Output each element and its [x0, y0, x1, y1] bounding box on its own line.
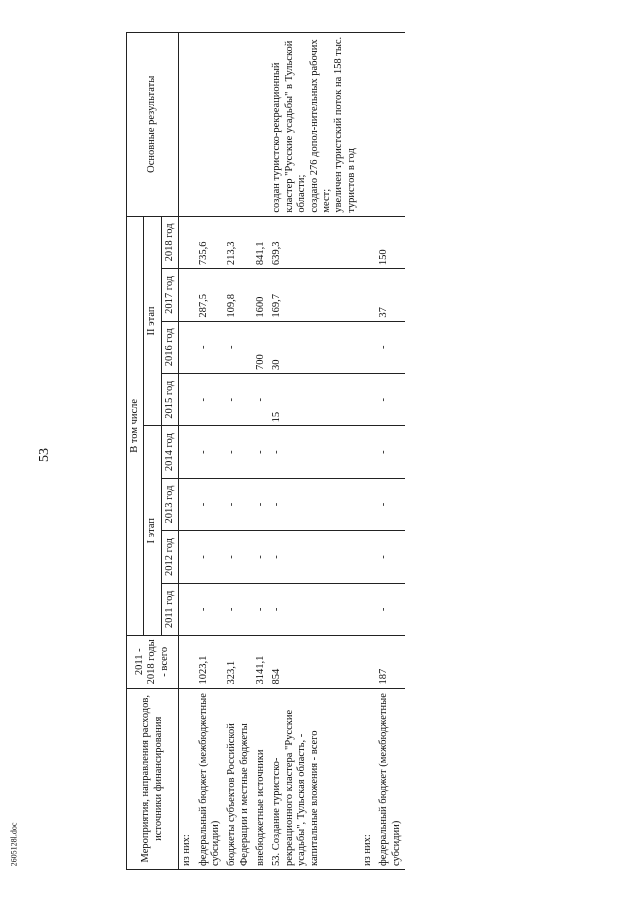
row-total: 323,1	[224, 636, 253, 688]
row-results	[376, 33, 405, 217]
row-year-value: -	[196, 531, 225, 583]
row-year-value: -	[196, 426, 225, 478]
header-year: 2012 год	[161, 531, 178, 583]
row-total: 854	[269, 636, 360, 688]
header-year: 2016 год	[161, 321, 178, 373]
row-year-value: -	[376, 583, 405, 635]
row-year-value: -	[253, 531, 269, 583]
row-year-value	[360, 583, 376, 635]
row-results	[360, 33, 376, 217]
row-year-value: 15	[269, 373, 360, 425]
row-year-value	[360, 216, 376, 269]
header-year: 2014 год	[161, 426, 178, 478]
row-year-value: -	[376, 426, 405, 478]
table-row	[196, 33, 225, 870]
page-number: 53	[37, 448, 52, 462]
row-year-value	[179, 321, 196, 373]
row-total: 187	[376, 636, 405, 688]
row-year-value: -	[224, 531, 253, 583]
row-year-value: 287,5	[196, 269, 225, 321]
row-year-value	[360, 373, 376, 425]
header-year: 2011 год	[161, 583, 178, 635]
row-total	[179, 636, 196, 688]
row-year-value: -	[269, 426, 360, 478]
row-year-value	[179, 478, 196, 530]
row-year-value: 30	[269, 321, 360, 373]
header-stage-2: II этап	[144, 216, 161, 426]
row-year-value	[179, 531, 196, 583]
row-year-value	[360, 478, 376, 530]
row-year-value: -	[376, 373, 405, 425]
header-year: 2017 год	[161, 269, 178, 321]
row-name: федеральный бюджет (межбюджетные субсидии)	[376, 688, 405, 869]
row-year-value	[179, 426, 196, 478]
row-year-value	[360, 426, 376, 478]
row-year-value: -	[253, 426, 269, 478]
row-name: из них:	[179, 688, 196, 869]
row-year-value	[179, 216, 196, 269]
row-year-value	[360, 531, 376, 583]
row-year-value: 150	[376, 216, 405, 269]
header-year: 2015 год	[161, 373, 178, 425]
row-year-value: 735,6	[196, 216, 225, 269]
header-year: 2013 год	[161, 478, 178, 530]
row-year-value	[360, 321, 376, 373]
row-year-value: -	[376, 321, 405, 373]
header-results: Основные результаты	[127, 33, 179, 217]
row-year-value: -	[196, 478, 225, 530]
budget-table	[126, 32, 405, 870]
row-year-value: -	[376, 531, 405, 583]
row-results	[253, 33, 269, 217]
row-year-value: -	[253, 583, 269, 635]
file-name: 2605128l.doc	[9, 822, 19, 867]
table-row	[376, 33, 405, 870]
row-year-value	[179, 373, 196, 425]
row-name: из них:	[360, 688, 376, 869]
row-year-value: -	[253, 478, 269, 530]
row-year-value: 841,1	[253, 216, 269, 269]
row-year-value	[179, 269, 196, 321]
row-year-value: -	[253, 373, 269, 425]
row-results: создан туристско-рекреационный кластер "Русские усадьбы" в Тульской области; создано 276 допол-нительных рабочих мест; увеличен туристский поток на 158 тыс. туристов в год	[269, 33, 360, 217]
table-row	[253, 33, 269, 870]
row-year-value: -	[269, 478, 360, 530]
row-year-value: -	[224, 321, 253, 373]
header-incl: В том числе	[127, 216, 144, 635]
budget-table-rotated	[126, 32, 620, 870]
row-year-value: 37	[376, 269, 405, 321]
row-total: 1023,1	[196, 636, 225, 688]
row-year-value: -	[196, 583, 225, 635]
row-year-value: -	[224, 583, 253, 635]
row-name: федеральный бюджет (межбюджетные субсидии)	[196, 688, 225, 869]
table-row	[269, 33, 360, 870]
row-year-value: 1600	[253, 269, 269, 321]
row-total: 3141,1	[253, 636, 269, 688]
row-year-value: -	[196, 373, 225, 425]
header-stage-1: I этап	[144, 426, 161, 636]
header-events: Мероприятия, направления расходов, источники финансирования	[127, 688, 179, 869]
row-year-value	[179, 583, 196, 635]
row-year-value: -	[224, 426, 253, 478]
row-year-value: -	[224, 478, 253, 530]
row-name: бюджеты субъектов Российской Федерации и местные бюджеты	[224, 688, 253, 869]
row-results	[179, 33, 196, 217]
table-row	[224, 33, 253, 870]
row-year-value	[360, 269, 376, 321]
header-total: 2011 - 2018 годы - всего	[127, 636, 179, 688]
table-row	[179, 33, 196, 870]
row-results	[196, 33, 225, 217]
row-total	[360, 636, 376, 688]
row-results	[224, 33, 253, 217]
row-year-value: -	[196, 321, 225, 373]
header-year: 2018 год	[161, 216, 178, 269]
row-year-value: -	[224, 373, 253, 425]
row-year-value: 213,3	[224, 216, 253, 269]
row-year-value: 639,3	[269, 216, 360, 269]
row-year-value: -	[269, 583, 360, 635]
row-year-value: 700	[253, 321, 269, 373]
row-year-value: 109,8	[224, 269, 253, 321]
row-year-value: 169,7	[269, 269, 360, 321]
row-name: внебюджетные источники	[253, 688, 269, 869]
row-name: 53. Создание туристско-рекреационного кластера "Русские усадьбы", Тульская область, - капитальные вложения - всего	[269, 688, 360, 869]
row-year-value: -	[269, 531, 360, 583]
row-year-value: -	[376, 478, 405, 530]
table-row	[360, 33, 376, 870]
